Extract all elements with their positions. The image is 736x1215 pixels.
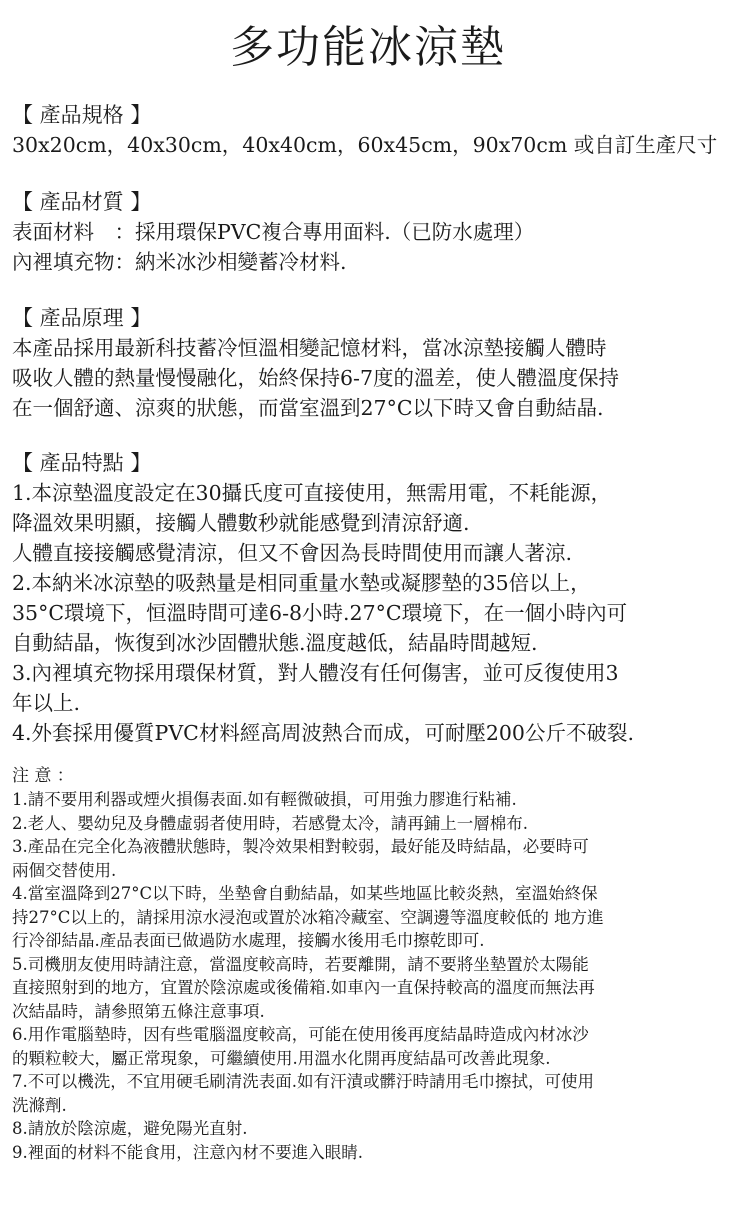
section-heading: 注 意 ：	[12, 766, 74, 786]
material-section	[12, 187, 727, 277]
text-line: 3.產品在完全化為液體狀態時，製冷效果相對較弱，最好能及時結晶，必要時可	[12, 837, 589, 856]
text-line: 行冷卻結晶.產品表面已做過防水處理，接觸水後用毛巾擦乾即可.	[12, 931, 485, 950]
text-line: 2.老人、嬰幼兒及身體虛弱者使用時，若感覺太冷，請再鋪上一層棉布.	[12, 813, 528, 833]
text-line: 次結晶時，請參照第五條注意事項.	[12, 1001, 265, 1021]
text-line: 4.當室溫降到27°C以下時，坐墊會自動結晶，如某些地區比較炎熱，室溫始終保	[12, 884, 598, 903]
text-line: 本產品採用最新科技蓄冷恒溫相變記憶材料，當冰涼墊接觸人體時	[12, 336, 607, 360]
section-heading: 【 產品材質 】	[12, 190, 152, 214]
text-line: 4.外套採用優質PVC材料經高周波熱合而成，可耐壓200公斤不破裂.	[12, 721, 634, 745]
text-line: 2.本納米冰涼墊的吸熱量是相同重量水墊或凝膠墊的35倍以上，	[12, 571, 591, 595]
text-line: 表面材料 ：採用環保PVC複合專用面料.（已防水處理）	[12, 220, 535, 244]
text-line: 在一個舒適、涼爽的狀態，而當室溫到27°C以下時又會自動結晶.	[12, 396, 604, 420]
text-line: 降溫效果明顯，接觸人體數秒就能感覺到清涼舒適.	[12, 511, 470, 535]
section-heading: 【 產品原理 】	[12, 306, 152, 330]
section-body	[12, 478, 727, 748]
section-body	[12, 788, 727, 1164]
text-line: 5.司機朋友使用時請注意，當溫度較高時，若要離開，請不要將坐墊置於太陽能	[12, 954, 589, 974]
text-line: 8.請放於陰涼處，避免陽光直射.	[12, 1119, 248, 1138]
text-line: 6.用作電腦墊時，因有些電腦溫度較高，可能在使用後再度結晶時造成內材冰沙	[12, 1025, 589, 1044]
notes-section	[12, 764, 727, 1164]
section-body	[12, 130, 727, 160]
text-line: 的顆粒較大，屬正常現象，可繼續使用.用溫水化開再度結晶可改善此現象.	[12, 1048, 551, 1068]
text-line: 人體直接接觸感覺清涼，但又不會因為長時間使用而讓人著涼.	[12, 541, 573, 565]
text-line: 兩個交替使用.	[12, 860, 117, 880]
principle-section	[12, 303, 727, 423]
text-line: 內裡填充物：納米冰沙相變蓄冷材料.	[12, 250, 347, 274]
text-line: 7.不可以機洗，不宜用硬毛刷清洗表面.如有汗漬或髒汙時請用毛巾擦拭，可使用	[12, 1072, 594, 1091]
text-line: 直接照射到的地方，宜置於陰涼處或後備箱.如車內一直保持較高的溫度而無法再	[12, 978, 595, 997]
features-section	[12, 448, 727, 748]
text-line: 年以上.	[12, 691, 81, 715]
text-line: 吸收人體的熱量慢慢融化，始終保持6-7度的溫差，使人體溫度保持	[12, 366, 620, 390]
text-line: 9.裡面的材料不能食用，注意內材不要進入眼睛.	[12, 1142, 363, 1162]
section-body	[12, 217, 727, 277]
text-line: 35°C環境下，恒溫時間可達6-8小時.27°C環境下，在一個小時內可	[12, 601, 628, 625]
text-line: 1.請不要用利器或煙火損傷表面.如有輕微破損，可用強力膠進行粘補.	[12, 790, 517, 809]
section-body	[12, 333, 727, 423]
text-line: 3.內裡填充物採用環保材質，對人體沒有任何傷害，並可反復使用3	[12, 661, 619, 685]
text-line: 自動結晶，恢復到冰沙固體狀態.溫度越低，結晶時間越短.	[12, 631, 538, 655]
spec-section	[12, 100, 727, 160]
text-line: 持27°C以上的，請採用涼水浸泡或置於冰箱冷藏室、空調邊等溫度較低的 地方進	[12, 907, 604, 927]
text-line: 1.本涼墊溫度設定在30攝氏度可直接使用，無需用電，不耗能源，	[12, 481, 612, 505]
text-line: 30x20cm，40x30cm，40x40cm，60x45cm，90x70cm 或自訂生產尺寸	[12, 133, 718, 157]
page-title: 多功能冰涼墊	[230, 22, 506, 73]
section-heading: 【 產品規格 】	[12, 103, 152, 127]
text-line: 洗滌劑.	[12, 1095, 67, 1115]
section-heading: 【 產品特點 】	[12, 451, 152, 475]
